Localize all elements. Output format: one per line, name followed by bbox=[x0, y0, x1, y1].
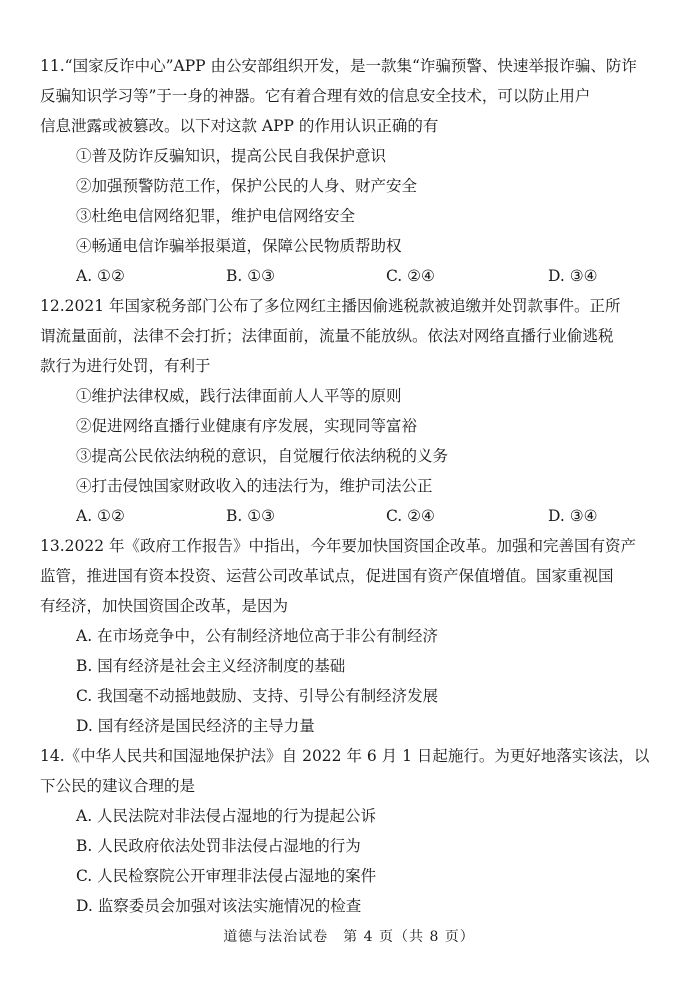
choice-c: C. ②④ bbox=[386, 507, 435, 525]
choice-a: A. ①② bbox=[76, 267, 125, 285]
statement-item: ④畅通电信诈骗举报渠道，保障公民物质帮助权 bbox=[76, 237, 402, 255]
question-stem-line: 监管，推进国有资本投资、运营公司改革试点，促进国有资产保值增值。国家重视国 bbox=[40, 567, 614, 585]
answer-option-a: A. 人民法院对非法侵占湿地的行为提起公诉 bbox=[76, 807, 377, 825]
choice-b: B. ①③ bbox=[226, 267, 276, 285]
question-stem-line: 款行为进行处罚，有利于 bbox=[40, 357, 211, 375]
statement-item: ②促进网络直播行业健康有序发展，实现同等富裕 bbox=[76, 417, 418, 435]
choice-a: A. ①② bbox=[76, 507, 125, 525]
statement-item: ②加强预警防范工作，保护公民的人身、财产安全 bbox=[76, 177, 418, 195]
answer-option-b: B. 国有经济是社会主义经济制度的基础 bbox=[76, 657, 346, 675]
statement-item: ③杜绝电信网络犯罪，维护电信网络安全 bbox=[76, 207, 356, 225]
statement-item: ①普及防诈反骗知识，提高公民自我保护意识 bbox=[76, 147, 387, 165]
statement-item: ④打击侵蚀国家财政收入的违法行为，维护司法公正 bbox=[76, 477, 433, 495]
question-stem-line: 11.“国家反诈中心”APP 由公安部组织开发，是一款集“诈骗预警、快速举报诈骗、防诈 bbox=[40, 57, 637, 75]
page-footer: 道德与法治试卷 第 4 页（共 8 页） bbox=[223, 929, 475, 945]
choice-b: B. ①③ bbox=[226, 507, 276, 525]
question-stem-line: 信息泄露或被篡改。以下对这款 APP 的作用认识正确的有 bbox=[40, 117, 439, 135]
question-stem-line: 有经济，加快国资国企改革，是因为 bbox=[40, 597, 289, 615]
choice-c: C. ②④ bbox=[386, 267, 435, 285]
question-stem-line: 14.《中华人民共和国湿地保护法》自 2022 年 6 月 1 日起施行。为更好地落实该法，以 bbox=[40, 747, 650, 765]
question-stem-line: 13.2022 年《政府工作报告》中指出，今年要加快国资国企改革。加强和完善国有资产 bbox=[40, 537, 637, 555]
answer-choices bbox=[76, 266, 676, 286]
answer-option-c: C. 我国毫不动摇地鼓励、支持、引导公有制经济发展 bbox=[76, 687, 439, 705]
answer-option-c: C. 人民检察院公开审理非法侵占湿地的案件 bbox=[76, 867, 377, 885]
answer-option-b: B. 人民政府依法处罚非法侵占湿地的行为 bbox=[76, 837, 361, 855]
answer-option-d: D. 国有经济是国民经济的主导力量 bbox=[76, 717, 315, 735]
question-stem-line: 反骗知识学习等”于一身的神器。它有着合理有效的信息安全技术，可以防止用户 bbox=[40, 87, 591, 105]
answer-choices bbox=[76, 506, 676, 526]
statement-item: ①维护法律权威，践行法律面前人人平等的原则 bbox=[76, 387, 402, 405]
question-stem-line: 下公民的建议合理的是 bbox=[40, 777, 196, 795]
question-stem-line: 12.2021 年国家税务部门公布了多位网红主播因偷逃税款被追缴并处罚款事件。正所 bbox=[40, 297, 621, 315]
choice-d: D. ③④ bbox=[548, 267, 598, 285]
answer-option-a: A. 在市场竞争中，公有制经济地位高于非公有制经济 bbox=[76, 627, 439, 645]
answer-option-d: D. 监察委员会加强对该法实施情况的检查 bbox=[76, 897, 362, 915]
statement-item: ③提高公民依法纳税的意识，自觉履行依法纳税的义务 bbox=[76, 447, 449, 465]
question-stem-line: 谓流量面前，法律不会打折；法律面前，流量不能放纵。依法对网络直播行业偷逃税 bbox=[40, 327, 614, 345]
choice-d: D. ③④ bbox=[548, 507, 598, 525]
